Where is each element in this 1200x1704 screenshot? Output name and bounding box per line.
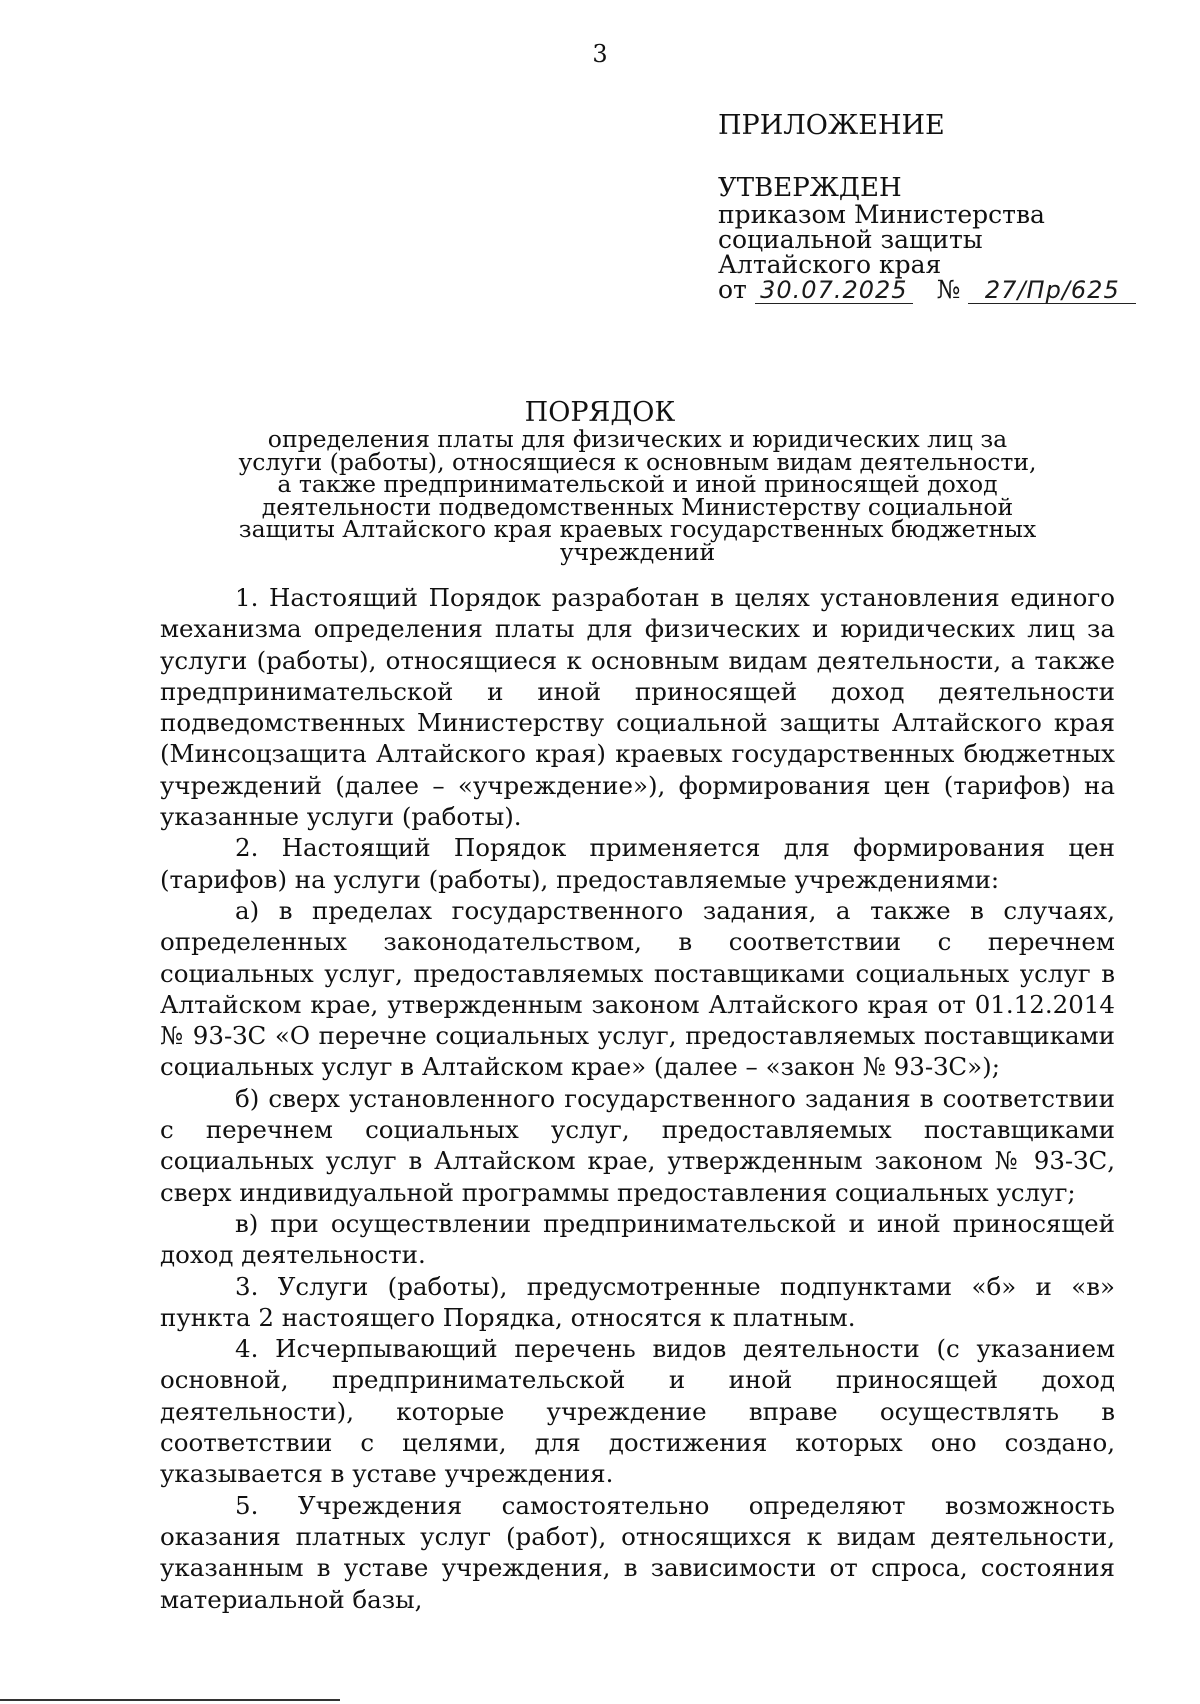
- paragraph-3: 3. Услуги (работы), предусмотренные подпунктами «б» и «в» пункта 2 настоящего Порядка, относятся к платным.: [160, 1271, 1115, 1332]
- approval-line-3: Алтайского края: [718, 250, 942, 279]
- paragraph-2c: в) при осуществлении предпринимательской и иной приносящей доход деятельности.: [160, 1208, 1115, 1270]
- number-prefix: №: [936, 275, 961, 304]
- date-prefix: от: [718, 275, 747, 304]
- paragraph-2b: б) сверх установленного государственного задания в соответствии с перечнем социальных услуг, предоставляемых поставщиками социальных услуг в Алтайском крае, утвержденным законом № 93-ЗС, сверх индивидуальной программы предоставления социальных услуг;: [160, 1083, 1115, 1207]
- document-body: [160, 582, 1115, 1615]
- paragraph-2: 2. Настоящий Порядок применяется для формирования цен (тарифов) на услуги (работы), предоставляемые учреждениями:: [160, 833, 1115, 894]
- paragraph-2a: а) в пределах государственного задания, а также в случаях, определенных законодательством, в соответствии с перечнем социальных услуг, предоставляемых поставщиками социальных услуг в Алтайском крае, утвержденным законом Алтайского края от 01.12.2014 № 93-ЗС «О перечне социальных услуг, предоставляемых поставщиками социальных услуг в Алтайском крае» (далее – «закон № 93-ЗС»);: [160, 895, 1115, 1082]
- footer-divider: [0, 1699, 340, 1701]
- document-title: ПОРЯДОК: [524, 397, 676, 428]
- paragraph-1: 1. Настоящий Порядок разработан в целях установления единого механизма определения платы для физических и юридических лиц за услуги (работы), относящиеся к основным видам деятельности, а также предпринимательской и иной приносящей доход деятельности подведомственных Министерству социальной защиты Алтайского края (Минсоцзащита Алтайского края) краевых государственных бюджетных учреждений (далее – «учреждение»), формирования цен (тарифов) на указанные услуги (работы).: [160, 583, 1115, 832]
- approval-line-1: приказом Министерства: [718, 200, 1045, 229]
- paragraph-5: 5. Учреждения самостоятельно определяют возможность оказания платных услуг (работ), относящихся к видам деятельности, указанным в уставе учреждения, в зависимости от спроса, состояния материальной базы,: [160, 1490, 1115, 1614]
- approval-title: УТВЕРЖДЕН: [718, 173, 902, 203]
- document-subtitle: определения платы для физических и юридических лиц за услуги (работы), относящиеся к основным видам деятельности, а также предпринимательской и иной приносящей доход деятельности подведомственных Министерству социальной защиты Алтайского края краевых государственных бюджетных учреждений: [238, 425, 1037, 566]
- approval-date-line: [718, 277, 1178, 304]
- handwritten-order-number: 27/Пр/625: [968, 278, 1136, 304]
- paragraph-4: 4. Исчерпывающий перечень видов деятельности (с указанием основной, предпринимательской и иной приносящей доход деятельности), которые учреждение вправе осуществлять в соответствии с целями, для достижения которых оно создано, указывается в уставе учреждения.: [160, 1334, 1115, 1489]
- approval-line-2: социальной защиты: [718, 225, 983, 254]
- handwritten-date: 30.07.2025: [755, 278, 913, 304]
- appendix-label: ПРИЛОЖЕНИЕ: [718, 110, 945, 141]
- page-number: 3: [592, 40, 608, 68]
- approval-block: [718, 174, 1178, 304]
